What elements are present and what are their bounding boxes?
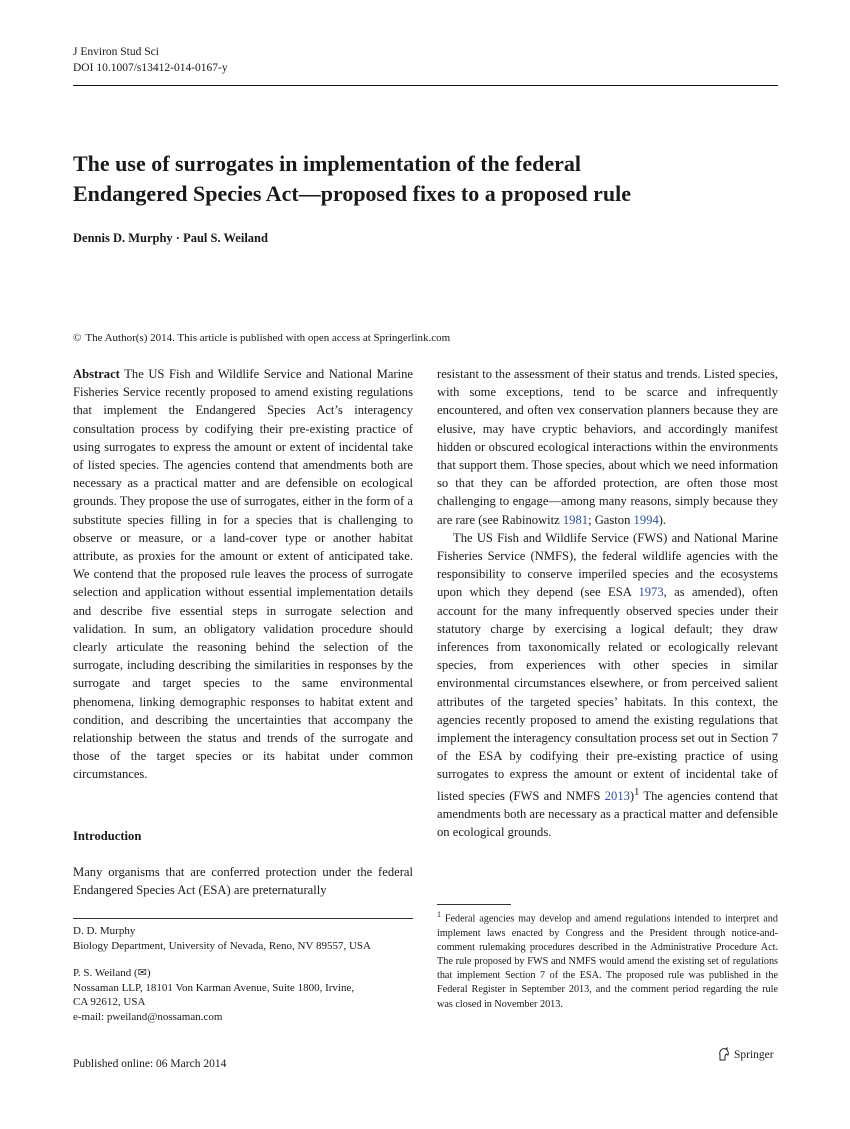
right-para-1: resistant to the assessment of their status and trends. Listed species, with some exceptions, tend to be scarce and infrequently encountered, and often vex conservation planners because they are elusive, may have cryptic behaviors, and accordingly manifest hidden or obscured ecological interactions within the environments that support them. Those species, about which we need information so that they can be afforded protection, are often those most challenging to engage—among many reasons, simply because they are rare (see Rabinowitz 1981; Gaston 1994). (437, 367, 778, 527)
affiliation-rule (73, 918, 413, 919)
copyright-icon: © (73, 332, 82, 344)
header-rule (73, 85, 778, 86)
footnote-ref-1[interactable]: 1 (634, 786, 640, 798)
author-2-address-line-2: CA 92612, USA (73, 996, 146, 1008)
author-1-name: D. D. Murphy (73, 925, 136, 937)
author-2-email: e-mail: pweiland@nossaman.com (73, 1010, 223, 1023)
author-2-address-line-1: Nossaman LLP, 18101 Von Karman Avenue, Suite 1800, Irvine, (73, 981, 355, 994)
affiliation-murphy (73, 924, 371, 953)
citation-rabinowitz[interactable]: 1981 (562, 512, 589, 527)
copyright-notice (73, 332, 450, 344)
citation-esa[interactable]: 1973 (638, 585, 664, 600)
authors: Dennis D. Murphy · Paul S. Weiland (73, 231, 268, 245)
abstract (73, 365, 413, 784)
right-para-2: The US Fish and Wildlife Service (FWS) and National Marine Fisheries Service (NMFS), the federal wildlife agencies with the responsibility to conserve imperiled species and the ecosystems upon which they depend (see ESA 1973, as amended), often account for the many infrequently observed species under their statutory charge by exercising a logical default; they draw inferences from taxonomically related or ecologically relevant species, from experiences with other species in similar environmental circumstances elsewhere, or from perceived salient attributes of the targeted species’ habitats. In this context, the agencies recently proposed to amend the existing regulations that implement the interagency consultation process set out in Section 7 of the ESA by codifying their pre-existing practice of using surrogates to express the amount or extent of incidental take of listed species (FWS and NMFS 2013)$^1$ The agencies contend that amendments both are necessary as a practical matter and defensible on ecological grounds. (437, 530, 778, 840)
introduction-paragraph (73, 863, 413, 899)
footnote-text: Federal agencies may develop and amend regulations intended to interpret and implement laws enacted by Congress and the President through notice-and-comment rulemaking procedures described in the Administrative Procedure Act. The rule proposed by FWS and NMFS would amend the existing set of regulations that implement Section 7 of the ESA. The proposed rule was published in the Federal Register in September 2013, and the comment period regarding the rule was closed in November 2013. (437, 913, 778, 1010)
abstract-text: The US Fish and Wildlife Service and National Marine Fisheries Service recently proposed to amend existing regulations that implement the Endangered Species Act’s interagency consultation process by codifying their pre-existing practice of using surrogates to express the amount or extent of incidental take of listed species. The agencies contend that amendments both are necessary as a practical matter and are defensible on ecological grounds. They propose the use of surrogates, either in the form of a substitute species filling in for a species that is challenging to observe or measure, or a land-cover type or another habitat attribute, as proxies for the amount or extent of anticipated take. We contend that the proposed rule leaves the process of surrogate selection and application without essential implementation details and describe five essential steps in surrogate selection and validation. In sum, an obligatory validation procedure should clearly articulate the reasoning behind the selection of the surrogate, including describing the similarities in responses by the surrogate and target species to the same environmental phenomena, linking demographic responses to habitat extent and condition, and describing the uncertainties that accompany the relationship between the status and trends of the surrogate and those of the target species or its habitat under common circumstances. (73, 367, 414, 782)
footnote-marker: 1 (437, 910, 441, 919)
published-date: Published online: 06 March 2014 (73, 1058, 227, 1070)
publisher-name: Springer (734, 1048, 774, 1061)
citation-fws-nmfs[interactable]: 2013 (604, 788, 630, 803)
footnote-rule (437, 904, 511, 905)
right-column (437, 365, 778, 841)
citation-gaston[interactable]: 1994 (633, 512, 659, 527)
doi: DOI 10.1007/s13412-014-0167-y (73, 62, 228, 74)
intro-para-1: Many organisms that are conferred protection under the federal Endangered Species Act (ESA) are preternaturally (73, 865, 413, 898)
footnote-1 (437, 908, 778, 1012)
publisher-logo (717, 1047, 774, 1062)
author-2-name: P. S. Weiland (✉) (73, 967, 151, 979)
title-line-2: Endangered Species Act—proposed fixes to a proposed rule (73, 181, 631, 206)
springer-horse-icon (717, 1047, 730, 1062)
abstract-label: Abstract (73, 367, 120, 381)
journal-header (73, 44, 228, 76)
affiliation-weiland (73, 966, 354, 1024)
journal-name: J Environ Stud Sci (73, 46, 159, 58)
article-title (73, 149, 773, 209)
copyright-text: The Author(s) 2014. This article is published with open access at Springerlink.com (85, 332, 451, 344)
section-heading-introduction: Introduction (73, 829, 142, 843)
title-line-1: The use of surrogates in implementation of the federal (73, 151, 581, 176)
author-1-address: Biology Department, University of Nevada, Reno, NV 89557, USA (73, 939, 371, 952)
